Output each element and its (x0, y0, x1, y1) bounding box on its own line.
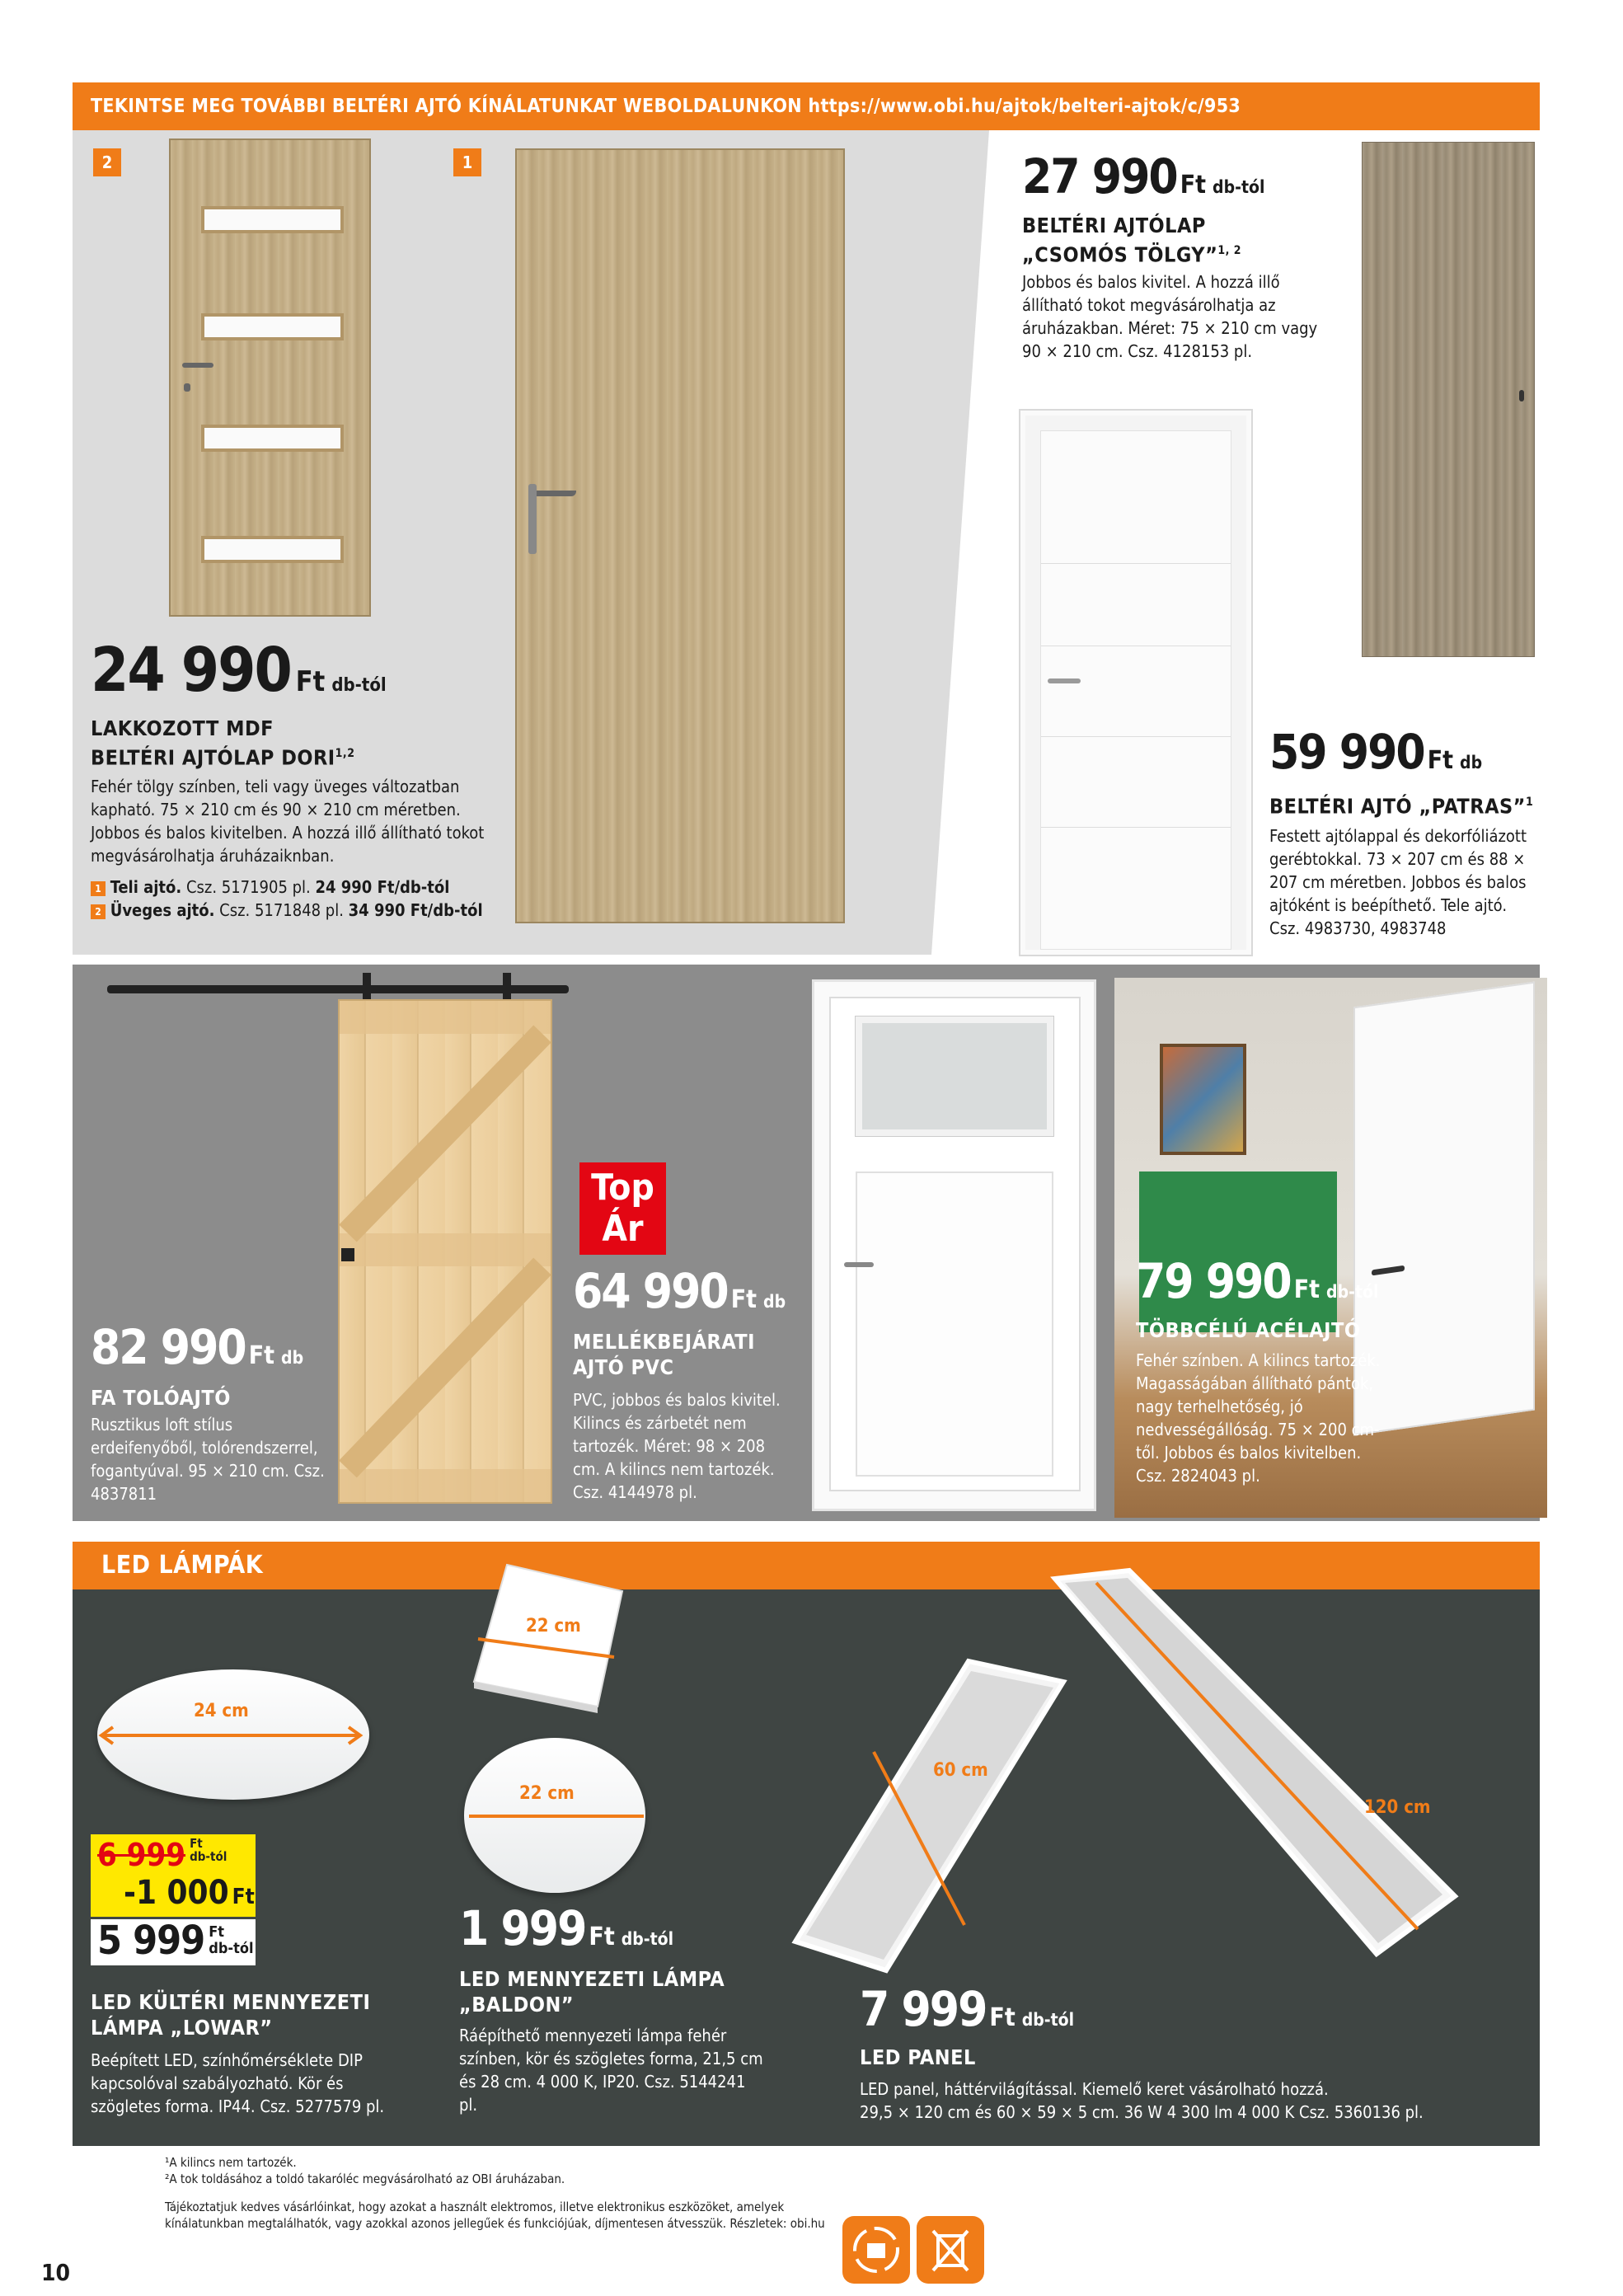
door-pull-icon (341, 1248, 354, 1261)
dori-variant-1 (91, 876, 519, 899)
pvc-price-currency: Ft (730, 1285, 758, 1314)
csomos-door-image (1362, 142, 1535, 657)
variant-1-price: 24 990 Ft/db-tól (315, 877, 450, 897)
pvc-price-value: 64 990 (573, 1263, 728, 1319)
banner-arrow-tip (1517, 82, 1538, 130)
lowar-discount (124, 1874, 255, 1912)
glass-pane (201, 536, 344, 563)
dori-price-currency: Ft (295, 665, 326, 698)
lowar-old-price-value: 6 999 (97, 1837, 186, 1873)
tolo-price-currency: Ft (248, 1341, 275, 1370)
panel-title: LED PANEL (860, 2045, 976, 2069)
dori-description: Fehér tölgy színben, teli vagy üveges változatban kapható. 75 × 210 cm és 90 × 210 cm méretben. Jobbos és balos kivitelben. A hozzá illő állítható tokot megvásárolhatja áruházaiknban. (91, 777, 485, 866)
panel-price-currency: Ft (989, 2003, 1016, 2032)
tolo-price (91, 1319, 303, 1375)
baldon-title-line-1: LED MENNYEZETI LÁMPA (459, 1967, 725, 1991)
lowar-new-unit: db-tól (209, 1940, 254, 1957)
acel-title: TÖBBCÉLÚ ACÉLAJTÓ (1136, 1318, 1361, 1342)
variant-1-name: Teli ajtó. (110, 877, 182, 897)
patras-title-sup: 1 (1525, 796, 1534, 809)
footnote-1: ¹A kilincs nem tartozék. (165, 2155, 297, 2170)
panel-price-value: 7 999 (860, 1981, 987, 2037)
glass-pane (201, 206, 344, 233)
door-handle-icon (1048, 678, 1081, 683)
tolo-price-value: 82 990 (91, 1319, 246, 1375)
csomos-title (1022, 213, 1352, 267)
badge-2: 2 (93, 148, 121, 176)
csomos-price-currency: Ft (1180, 171, 1207, 200)
pvc-description: PVC, jobbos és balos kivitel. Kilincs és zárbetét nem tartozék. Méret: 98 × 208 cm. A kilincs nem tartozék. Csz. 4144978 pl. (573, 1390, 781, 1502)
variant-2-name: Üveges ajtó. (110, 900, 215, 920)
panel-description-line-1: LED panel, háttérvilágítással. Kiemelő keret vásárolható hozzá. (860, 2079, 1329, 2099)
baldon-price-value: 1 999 (459, 1900, 586, 1956)
keyhole-icon (1519, 390, 1524, 401)
csomos-title-line-2: „CSOMÓS TÖLGY” (1022, 242, 1218, 267)
footnotes (165, 2154, 907, 2232)
csomos-price (1022, 148, 1264, 204)
panel-description (860, 2078, 1519, 2124)
baldon-price (459, 1900, 673, 1956)
top-price-badge (579, 1162, 666, 1255)
footnote-4: kínálatunkban megtalálhatók, vagy azokkal azonos jellegűek és funkciójúak, díjmentesen átvesszük. Részletek: obi.hu (165, 2216, 825, 2231)
recycle-icon-graphic (842, 2216, 910, 2284)
pvc-title-line-2: AJTÓ PVC (573, 1355, 674, 1379)
led-section-header: LED LÁMPÁK (73, 1542, 1540, 1589)
csomos-title-sup: 1, 2 (1217, 244, 1242, 257)
dim-label-120: 120 cm (1364, 1797, 1431, 1818)
patras-price-value: 59 990 (1269, 724, 1424, 780)
square-lamp-baldon-image (462, 1558, 626, 1715)
footnote-2: ²A tok toldásához a toldó takaróléc megvásárolható az OBI áruházaban. (165, 2172, 565, 2186)
page-number: 10 (41, 2259, 71, 2286)
variant-2-badge: 2 (91, 904, 106, 919)
tolo-title: FA TOLÓAJTÓ (91, 1386, 231, 1410)
dim-label-round-22: 22 cm (519, 1783, 575, 1804)
weee-bin-icon-graphic (917, 2216, 984, 2284)
acel-description: Fehér színben. A kilincs tartozék. Magasságában állítható pántok, nagy terhelhetőség, jó nedvességállóság. 75 × 200 cm-től. Jobbos és balos kivitelben. Csz. 2824043 pl. (1136, 1350, 1381, 1486)
patras-price (1269, 724, 1482, 780)
lowar-title-line-2: LÁMPA „LOWAR” (91, 2016, 273, 2040)
acel-price-unit: db-tól (1326, 1282, 1379, 1302)
patras-title-text: BELTÉRI AJTÓ „PATRAS” (1269, 794, 1526, 819)
top-banner (73, 82, 1540, 130)
variant-1-badge: 1 (91, 881, 106, 896)
pvc-price (573, 1263, 786, 1319)
dori-title-sup: 1,2 (335, 747, 355, 760)
patras-price-unit: db (1460, 753, 1483, 772)
panel-diagonal (824, 130, 989, 955)
door-handle-icon (182, 363, 213, 368)
lowar-new-currency: Ft (209, 1923, 225, 1941)
dori-price (91, 635, 387, 706)
top-price-line-2: Ár (602, 1208, 644, 1250)
top-price-line-1: Top (591, 1167, 654, 1209)
door-handle-icon (844, 1262, 874, 1267)
patras-door-image (1020, 411, 1251, 955)
dori-title-line-1: LAKKOZOTT MDF (91, 716, 274, 740)
lowar-new-price (97, 1918, 254, 1964)
patras-title (1269, 790, 1550, 819)
panel-price-unit: db-tól (1021, 2010, 1075, 2030)
csomos-price-value: 27 990 (1022, 148, 1177, 204)
sliding-rail-image (107, 985, 569, 993)
patras-price-currency: Ft (1427, 746, 1454, 775)
acel-price-currency: Ft (1293, 1275, 1320, 1304)
round-lamp-arrow (95, 1723, 367, 1748)
lowar-discount-value: -1 000 (124, 1874, 229, 1912)
csomos-price-unit: db-tól (1213, 177, 1265, 197)
acel-price (1136, 1253, 1378, 1309)
dim-label-60: 60 cm (933, 1760, 988, 1781)
baldon-title (459, 1966, 789, 2017)
pvc-price-unit: db (763, 1292, 786, 1312)
badge-1: 1 (453, 148, 481, 176)
banner-text: TEKINTSE MEG TOVÁBBI BELTÉRI AJTÓ KÍNÁLATUNKAT WEBOLDALUNKON https://www.obi.hu/ajtok/belteri-ajtok/c/953 (91, 96, 1241, 117)
tolo-price-unit: db (281, 1348, 304, 1368)
dori-title (91, 716, 519, 770)
pvc-title-line-1: MELLÉKBEJÁRATI (573, 1330, 755, 1354)
barn-door-image (338, 999, 552, 1504)
csomos-description: Jobbos és balos kivitel. A hozzá illő állítható tokot megvásárolhatja az áruházakban. Méret: 75 × 210 cm vagy 90 × 210 cm. Csz. 4128153 pl. (1022, 272, 1318, 361)
dori-glass-door-image (169, 139, 371, 617)
lowar-old-currency: Ft (190, 1836, 203, 1851)
painting-image (1160, 1044, 1246, 1155)
lowar-old-price (97, 1837, 227, 1873)
dori-variant-2 (91, 899, 519, 922)
dori-title-line-2: BELTÉRI AJTÓLAP DORI (91, 745, 335, 770)
lower-panel (856, 1171, 1053, 1477)
csomos-title-line-1: BELTÉRI AJTÓLAP (1022, 214, 1206, 237)
led-panel-small-image (791, 1653, 1072, 1974)
panel-description-line-2: 29,5 × 120 cm és 60 × 59 × 5 cm. 36 W 4 300 lm 4 000 K Csz. 5360136 pl. (860, 2102, 1424, 2122)
weee-bin-icon (917, 2216, 984, 2284)
panel-price (860, 1981, 1074, 2037)
lowar-title (91, 1989, 404, 2040)
variant-2-info: Csz. 5171848 pl. (219, 900, 344, 920)
baldon-price-currency: Ft (589, 1923, 615, 1951)
footnote-3: Tájékoztatjuk kedves vásárlóinkat, hogy azokat a használt elektromos, illetve elektronikus eszközöket, amelyek (165, 2200, 785, 2214)
baldon-description: Ráépíthető mennyezeti lámpa fehér színben, kör és szögletes forma, 21,5 cm és 28 cm. 4 000 K, IP20. Csz. 5144241 pl. (459, 2026, 763, 2115)
lowar-new-price-value: 5 999 (97, 1918, 205, 1964)
lowar-discount-currency: Ft (232, 1885, 255, 1909)
lowar-description: Beépített LED, színhőmérséklete DIP kapcsolóval szabályozható. Kör és szögletes forma. IP44. Csz. 5277579 pl. (91, 2050, 385, 2116)
barn-door-braces (340, 1001, 551, 1502)
patras-door-leaf (1040, 430, 1231, 950)
lowar-title-line-1: LED KÜLTÉRI MENNYEZETI (91, 1990, 371, 2014)
baldon-price-unit: db-tól (621, 1929, 674, 1949)
handle-plate-icon (528, 484, 537, 554)
lowar-old-unit: db-tól (190, 1849, 228, 1864)
pvc-door-image (812, 979, 1096, 1511)
pvc-door-frame (829, 997, 1081, 1491)
pvc-title (573, 1329, 795, 1380)
dim-label-square-22: 22 cm (526, 1616, 581, 1636)
dori-price-unit: db-tól (331, 675, 387, 696)
recycle-icon (842, 2216, 910, 2284)
round-22-arrow (464, 1804, 650, 1829)
baldon-title-line-2: „BALDON” (459, 1993, 575, 2017)
variant-2-price: 34 990 Ft/db-tól (348, 900, 483, 920)
glass-pane (201, 313, 344, 340)
frosted-window (856, 1017, 1053, 1136)
tolo-description: Rusztikus loft stílus erdeifenyőből, tolórendszerrel, fogantyúval. 95 × 210 cm. Csz. 4837811 (91, 1415, 325, 1504)
dori-price-value: 24 990 (91, 635, 291, 706)
acel-price-value: 79 990 (1136, 1253, 1291, 1309)
dori-variants (91, 876, 519, 922)
patras-description: Festett ajtólappal és dekorfóliázott gerébtokkal. 73 × 207 cm és 88 × 207 cm méretben. Jobbos és balos ajtóként is beépíthető. Tele ajtó. Csz. 4983730, 4983748 (1269, 826, 1527, 938)
glass-pane (201, 425, 344, 452)
variant-1-info: Csz. 5171905 pl. (185, 877, 311, 897)
dori-solid-door-image (515, 148, 845, 923)
led-panel-long-image (1047, 1566, 1459, 1979)
keyhole-icon (184, 383, 190, 392)
dim-label-24: 24 cm (194, 1701, 249, 1721)
